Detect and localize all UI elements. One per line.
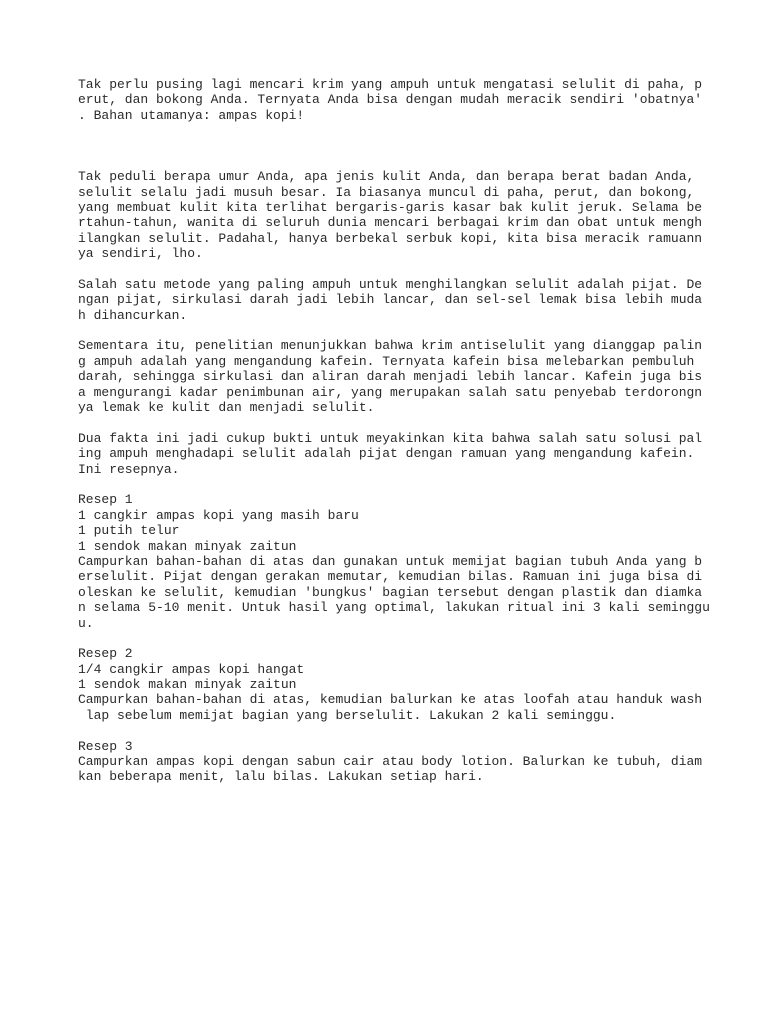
text-line: Sementara itu, penelitian menunjukkan bahwa krim antiselulit yang dianggap palin bbox=[78, 338, 703, 354]
text-line: ing ampuh menghadapi selulit adalah pijat dengan ramuan yang mengandung kafein. bbox=[78, 446, 695, 462]
text-line: Salah satu metode yang paling ampuh untuk menghilangkan selulit adalah pijat. De bbox=[78, 276, 703, 292]
text-line: Campurkan bahan-bahan di atas, kemudian balurkan ke atas loofah atau handuk wash bbox=[78, 692, 703, 708]
text-line: Tak perlu pusing lagi mencari krim yang ampuh untuk mengatasi selulit di paha, p bbox=[78, 77, 703, 92]
spacer bbox=[78, 262, 718, 277]
text-line: Campurkan ampas kopi dengan sabun cair atau body lotion. Balurkan ke tubuh, diam bbox=[78, 754, 703, 770]
text-line: darah, sehingga sirkulasi dan aliran darah menjadi lebih lancar. Kafein juga bis bbox=[78, 369, 703, 385]
recipe-heading: Resep 1 bbox=[78, 492, 133, 508]
text-line: ya lemak ke kulit dan menjadi selulit. bbox=[78, 400, 375, 416]
spacer bbox=[78, 415, 718, 430]
paragraph-3 bbox=[78, 338, 718, 415]
paragraph-1 bbox=[78, 169, 718, 261]
text-line: erselulit. Pijat dengan gerakan memutar, kemudian bilas. Ramuan ini juga bisa di bbox=[78, 569, 703, 585]
ingredient-line: 1 sendok makan minyak zaitun bbox=[78, 677, 297, 693]
text-line: u. bbox=[78, 615, 94, 631]
text-line: erut, dan bokong Anda. Ternyata Anda bisa dengan mudah meracik sendiri 'obatnya' bbox=[78, 92, 703, 108]
recipe-3 bbox=[78, 739, 718, 785]
document-page bbox=[78, 77, 718, 785]
recipe-heading: Resep 2 bbox=[78, 646, 133, 662]
text-line: ngan pijat, sirkulasi darah jadi lebih lancar, dan sel-sel lemak bisa lebih muda bbox=[78, 292, 703, 308]
text-line: g ampuh adalah yang mengandung kafein. Ternyata kafein bisa melebarkan pembuluh bbox=[78, 353, 695, 369]
intro-paragraph bbox=[78, 77, 718, 123]
ingredient-line: 1 putih telur bbox=[78, 523, 180, 539]
text-line: selulit selalu jadi musuh besar. Ia biasanya muncul di paha, perut, dan bokong, bbox=[78, 184, 695, 200]
paragraph-2 bbox=[78, 277, 718, 323]
text-line: Tak peduli berapa umur Anda, apa jenis kulit Anda, dan berapa berat badan Anda, bbox=[78, 169, 695, 185]
text-line: ilangkan selulit. Padahal, hanya berbekal serbuk kopi, kita bisa meracik ramuann bbox=[78, 230, 703, 246]
recipe-heading: Resep 3 bbox=[78, 738, 133, 754]
spacer bbox=[78, 323, 718, 338]
text-line: n selama 5-10 menit. Untuk hasil yang optimal, lakukan ritual ini 3 kali seminggu bbox=[78, 600, 710, 616]
ingredient-line: 1 cangkir ampas kopi yang masih baru bbox=[78, 507, 359, 523]
spacer bbox=[78, 477, 718, 492]
spacer bbox=[78, 123, 718, 169]
text-line: yang membuat kulit kita terlihat bergaris-garis kasar bak kulit jeruk. Selama be bbox=[78, 199, 703, 215]
text-line: a mengurangi kadar penimbunan air, yang merupakan salah satu penyebab terdorongn bbox=[78, 384, 703, 400]
text-line: lap sebelum memijat bagian yang berselulit. Lakukan 2 kali seminggu. bbox=[78, 707, 617, 723]
text-line: oleskan ke selulit, kemudian 'bungkus' bagian tersebut dengan plastik dan diamka bbox=[78, 584, 703, 600]
ingredient-line: 1 sendok makan minyak zaitun bbox=[78, 538, 297, 554]
spacer bbox=[78, 723, 718, 738]
text-line: ya sendiri, lho. bbox=[78, 246, 203, 262]
text-line: Campurkan bahan-bahan di atas dan gunakan untuk memijat bagian tubuh Anda yang b bbox=[78, 553, 703, 569]
spacer bbox=[78, 631, 718, 646]
text-line: h dihancurkan. bbox=[78, 307, 188, 323]
text-line: rtahun-tahun, wanita di seluruh dunia mencari berbagai krim dan obat untuk mengh bbox=[78, 215, 703, 231]
ingredient-line: 1/4 cangkir ampas kopi hangat bbox=[78, 661, 305, 677]
recipe-1 bbox=[78, 492, 718, 631]
recipe-2 bbox=[78, 646, 718, 723]
paragraph-4 bbox=[78, 431, 718, 477]
text-line: kan beberapa menit, lalu bilas. Lakukan setiap hari. bbox=[78, 769, 484, 785]
text-line: Ini resepnya. bbox=[78, 461, 180, 477]
text-line: Dua fakta ini jadi cukup bukti untuk meyakinkan kita bahwa salah satu solusi pal bbox=[78, 430, 703, 446]
text-line: . Bahan utamanya: ampas kopi! bbox=[78, 107, 305, 123]
